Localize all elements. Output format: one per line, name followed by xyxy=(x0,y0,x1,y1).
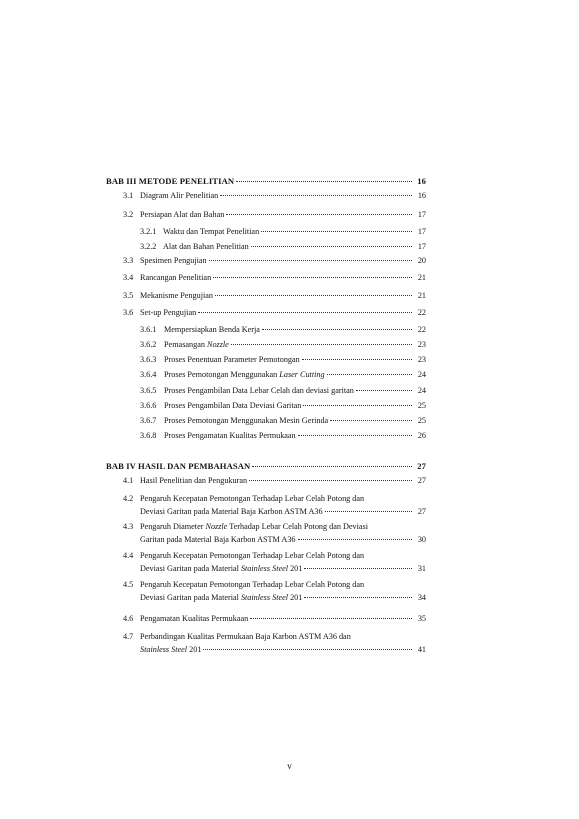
section-title: Diagram Alir Penelitian xyxy=(140,191,219,200)
toc-entry-3-6 xyxy=(123,308,426,318)
section-title: Hasil Penelitian dan Pengukuran xyxy=(140,476,248,485)
page-number: 24 xyxy=(417,386,426,395)
toc-entry-3-6-6 xyxy=(140,401,426,411)
section-number: 3.3 xyxy=(123,256,134,265)
toc-entry-4-3 xyxy=(123,522,426,545)
section-title-line2: Deviasi Garitan pada Material Baja Karbon ASTM A36 xyxy=(140,507,323,516)
page-number: 22 xyxy=(417,325,426,334)
dot-leader xyxy=(226,214,412,215)
section-number: 4.4 xyxy=(123,551,134,560)
page-number: 22 xyxy=(417,308,426,317)
page-number: 30 xyxy=(417,535,426,544)
section-number: 3.4 xyxy=(123,273,134,282)
section-number: 3.6.1 xyxy=(140,325,157,334)
toc-entry-3-6-5 xyxy=(140,386,426,396)
toc-entry-4-4 xyxy=(123,551,426,574)
toc-entry-3-6-3 xyxy=(140,355,426,365)
page-number: 21 xyxy=(417,291,426,300)
dot-leader xyxy=(209,260,412,261)
page-number: 23 xyxy=(417,355,426,364)
page-footer-number: v xyxy=(287,761,292,771)
section-number: 4.2 xyxy=(123,494,134,503)
dot-leader xyxy=(198,312,412,313)
page-number: 16 xyxy=(417,176,426,186)
page-number: 17 xyxy=(417,227,426,236)
section-title-line1: Pengaruh Kecepatan Pemotongan Terhadap Lebar Celah Potong dan xyxy=(140,494,365,503)
dot-leader xyxy=(250,618,412,619)
page-number: 25 xyxy=(417,401,426,410)
page-number: 34 xyxy=(417,593,426,602)
section-title-line2: Deviasi Garitan pada Material Stainless Steel 201 xyxy=(140,564,303,573)
toc-entry-3-6-8 xyxy=(140,431,426,441)
page-number: 20 xyxy=(417,256,426,265)
page-number: 27 xyxy=(417,507,426,516)
page-number: 21 xyxy=(417,273,426,282)
page-number: 35 xyxy=(417,614,426,623)
dot-leader xyxy=(298,539,412,540)
section-title: Set-up Pengujian xyxy=(140,308,197,317)
toc-entry-3-3 xyxy=(123,256,426,266)
section-title: Spesimen Pengujian xyxy=(140,256,207,265)
section-number: 3.6.4 xyxy=(140,370,157,379)
page-number: 25 xyxy=(417,416,426,425)
section-title: Pengamatan Kualitas Permukaan xyxy=(140,614,249,623)
toc-entry-3-1 xyxy=(123,191,426,201)
dot-leader xyxy=(215,295,412,296)
dot-leader xyxy=(236,181,412,182)
dot-leader xyxy=(330,420,412,421)
section-title: Mekanisme Pengujian xyxy=(140,291,213,300)
page-number: 31 xyxy=(417,564,426,573)
chapter-title: BAB III METODE PENELITIAN xyxy=(106,176,235,186)
section-number: 3.1 xyxy=(123,191,134,200)
dot-leader xyxy=(252,466,412,467)
section-number: 3.5 xyxy=(123,291,134,300)
section-number: 4.3 xyxy=(123,522,134,531)
page-number: 17 xyxy=(417,242,426,251)
dot-leader xyxy=(213,277,412,278)
page-number: 16 xyxy=(417,191,426,200)
page-number: 24 xyxy=(417,370,426,379)
toc-entry-3-2-2 xyxy=(140,242,426,252)
section-title: Rancangan Penelitian xyxy=(140,273,212,282)
dot-leader xyxy=(298,435,412,436)
dot-leader xyxy=(325,511,412,512)
section-title: Persiapan Alat dan Bahan xyxy=(140,210,225,219)
toc-chapter-bab-iii xyxy=(106,176,426,186)
dot-leader xyxy=(302,359,412,360)
toc-entry-3-4 xyxy=(123,273,426,283)
dot-leader xyxy=(261,231,412,232)
toc-entry-4-2 xyxy=(123,494,426,517)
section-title-line2: Garitan pada Material Baja Karbon ASTM A36 xyxy=(140,535,296,544)
toc-entry-4-6 xyxy=(123,614,426,624)
page-number: 27 xyxy=(417,461,426,471)
section-number: 4.5 xyxy=(123,580,134,589)
section-number: 3.2.1 xyxy=(140,227,157,236)
toc-entry-3-6-1 xyxy=(140,325,426,335)
toc-entry-4-7 xyxy=(123,632,426,655)
section-number: 3.2 xyxy=(123,210,134,219)
dot-leader xyxy=(231,344,412,345)
section-title: Proses Pengamatan Kualitas Permukaan xyxy=(164,431,296,440)
section-number: 4.6 xyxy=(123,614,134,623)
section-title-line1: Pengaruh Diameter Nozzle Terhadap Lebar Celah Potong dan Deviasi xyxy=(140,522,369,531)
dot-leader xyxy=(356,390,412,391)
page-number: 27 xyxy=(417,476,426,485)
section-title-line2: Deviasi Garitan pada Material Stainless Steel 201 xyxy=(140,593,303,602)
section-title-line1: Pengaruh Kecepatan Pemotongan Terhadap Lebar Celah Potong dan xyxy=(140,580,365,589)
section-title: Proses Penentuan Parameter Pemotongan xyxy=(164,355,300,364)
section-title: Proses Pemotongan Menggunakan Mesin Gerinda xyxy=(164,416,329,425)
section-title: Proses Pengambilan Data Lebar Celah dan deviasi garitan xyxy=(164,386,354,395)
toc-entry-3-2-1 xyxy=(140,227,426,237)
section-number: 3.6.7 xyxy=(140,416,157,425)
section-title: Alat dan Bahan Penelitian xyxy=(163,242,249,251)
toc-entry-3-6-4 xyxy=(140,370,426,380)
section-title-line1: Pengaruh Kecepatan Pemotongan Terhadap Lebar Celah Potong dan xyxy=(140,551,365,560)
dot-leader xyxy=(203,649,412,650)
chapter-title: BAB IV HASIL DAN PEMBAHASAN xyxy=(106,461,251,471)
page-number: 23 xyxy=(417,340,426,349)
dot-leader xyxy=(304,568,412,569)
toc-entry-4-5 xyxy=(123,580,426,603)
page-number: 26 xyxy=(417,431,426,440)
dot-leader xyxy=(251,246,412,247)
toc-entry-3-6-7 xyxy=(140,416,426,426)
section-title: Pemasangan Nozzle xyxy=(164,340,229,349)
toc-entry-4-1 xyxy=(123,476,426,486)
dot-leader xyxy=(304,597,412,598)
section-number: 3.6.3 xyxy=(140,355,157,364)
dot-leader xyxy=(249,480,412,481)
section-title: Proses Pemotongan Menggunakan Laser Cutting xyxy=(164,370,325,379)
toc-entry-3-2 xyxy=(123,210,426,220)
section-title: Mempersiapkan Benda Kerja xyxy=(164,325,260,334)
dot-leader xyxy=(303,405,412,406)
section-title: Waktu dan Tempat Penelitian xyxy=(163,227,260,236)
dot-leader xyxy=(262,329,412,330)
section-number: 3.6.2 xyxy=(140,340,157,349)
page-number: 41 xyxy=(417,645,426,654)
toc-entry-3-6-2 xyxy=(140,340,426,350)
dot-leader xyxy=(220,195,412,196)
toc-chapter-bab-iv xyxy=(106,461,426,471)
section-title-line2: Stainless Steel 201 xyxy=(140,645,202,654)
dot-leader xyxy=(327,374,412,375)
section-number: 3.6.5 xyxy=(140,386,157,395)
page-number: 17 xyxy=(417,210,426,219)
section-number: 4.7 xyxy=(123,632,134,641)
section-number: 3.6.6 xyxy=(140,401,157,410)
section-title-line1: Perbandingan Kualitas Permukaan Baja Karbon ASTM A36 dan xyxy=(140,632,351,641)
section-number: 4.1 xyxy=(123,476,134,485)
section-number: 3.2.2 xyxy=(140,242,157,251)
section-number: 3.6.8 xyxy=(140,431,157,440)
section-number: 3.6 xyxy=(123,308,134,317)
section-title: Proses Pengambilan Data Deviasi Garitan xyxy=(164,401,302,410)
toc-entry-3-5 xyxy=(123,291,426,301)
